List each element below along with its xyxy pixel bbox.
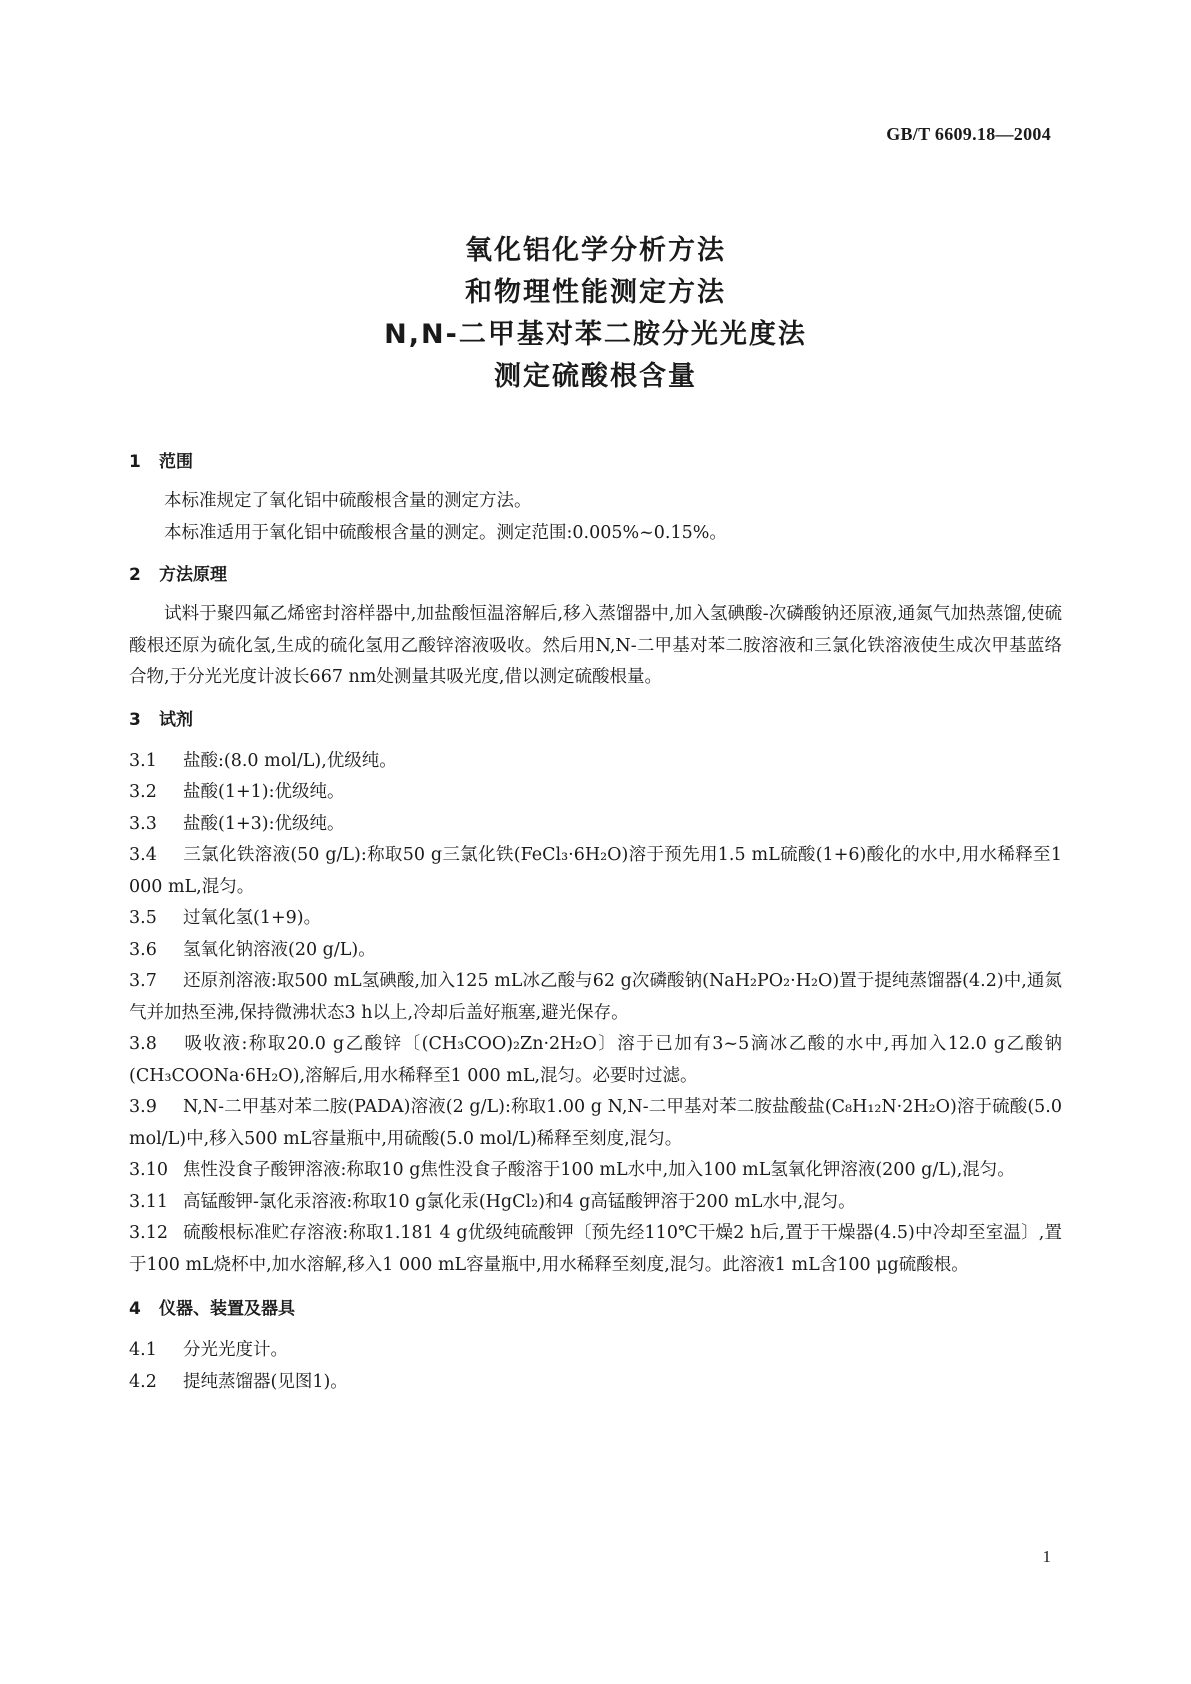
reagent-item: [129, 935, 1062, 967]
item-number: 3.10: [129, 1160, 168, 1180]
section-title: 范围: [159, 452, 193, 472]
item-number: 4.1: [129, 1340, 157, 1360]
reagent-item: [129, 840, 1062, 903]
item-text: 吸收液:称取20.0 g乙酸锌〔(CH₃COO)₂Zn·2H₂O〕溶于已加有3~5滴冰乙酸的水中,再加入12.0 g乙酸钠(CH₃COONa·6H₂O),溶解后,用水稀释至1 000 mL,混匀。必要时过滤。: [129, 1034, 1062, 1086]
apparatus-item: [129, 1367, 1062, 1399]
paragraph: 本标准规定了氧化铝中硫酸根含量的测定方法。: [164, 491, 532, 511]
section-title: 仪器、装置及器具: [159, 1299, 295, 1319]
item-text: 三氯化铁溶液(50 g/L):称取50 g三氯化铁(FeCl₃·6H₂O)溶于预先用1.5 mL硫酸(1+6)酸化的水中,用水稀释至1 000 mL,混匀。: [129, 845, 1062, 897]
item-number: 3.4: [129, 845, 157, 865]
reagent-item: [129, 1092, 1062, 1155]
standard-code: GB/T 6609.18—2004: [886, 124, 1051, 144]
item-number: 4.2: [129, 1371, 157, 1392]
item-text: 氢氧化钠溶液(20 g/L)。: [183, 939, 376, 960]
item-text: 分光光度计。: [183, 1340, 288, 1360]
reagent-item: [129, 1218, 1062, 1281]
item-number: 3.6: [129, 939, 157, 960]
document-title: [0, 230, 1191, 398]
reagent-item: [129, 1187, 1062, 1219]
section-number: 2: [129, 565, 141, 585]
section-title: 试剂: [159, 709, 193, 730]
reagent-item: [129, 903, 1062, 935]
apparatus-item: [129, 1335, 1062, 1367]
section-heading-reagents: [129, 708, 1062, 732]
item-text: 高锰酸钾-氯化汞溶液:称取10 g氯化汞(HgCl₂)和4 g高锰酸钾溶于200 mL水中,混匀。: [183, 1191, 856, 1212]
title-line-4: 测定硫酸根含量: [494, 361, 697, 392]
reagent-item: [129, 966, 1062, 1029]
paragraph: 试料于聚四氟乙烯密封溶样器中,加盐酸恒温溶解后,移入蒸馏器中,加入氢碘酸-次磷酸钠还原液,通氮气加热蒸馏,使硫酸根还原为硫化氢,生成的硫化氢用乙酸锌溶液吸收。然后用N,N-二甲基对苯二胺溶液和三氯化铁溶液使生成次甲基蓝络合物,于分光光度计波长667 nm处测量其吸光度,借以测定硫酸根量。: [129, 604, 1062, 687]
section-heading-principle: [129, 563, 1062, 587]
reagent-item: [129, 1029, 1062, 1092]
item-number: 3.8: [129, 1034, 157, 1054]
item-number: 3.3: [129, 813, 157, 834]
section-number: 3: [129, 709, 141, 730]
item-text: 提纯蒸馏器(见图1)。: [183, 1371, 348, 1392]
item-text: N,N-二甲基对苯二胺(PADA)溶液(2 g/L):称取1.00 g N,N-二甲基对苯二胺盐酸盐(C₈H₁₂N·2H₂O)溶于硫酸(5.0 mol/L)中,移入500 mL容量瓶中,用硫酸(5.0 mol/L)稀释至刻度,混匀。: [129, 1097, 1062, 1149]
title-line-3: N,N-二甲基对苯二胺分光光度法: [384, 319, 807, 350]
section-title: 方法原理: [159, 565, 227, 585]
item-number: 3.1: [129, 750, 157, 771]
item-text: 盐酸(1+1):优级纯。: [183, 782, 345, 802]
item-number: 3.2: [129, 782, 157, 802]
section-heading-scope: [129, 450, 1062, 474]
item-number: 3.12: [129, 1223, 168, 1243]
reagent-item: [129, 777, 1062, 809]
paragraph: 本标准适用于氧化铝中硫酸根含量的测定。测定范围:0.005%~0.15%。: [164, 522, 727, 543]
title-line-1: 氧化铝化学分析方法: [465, 235, 726, 266]
item-text: 硫酸根标准贮存溶液:称取1.181 4 g优级纯硫酸钾〔预先经110℃干燥2 h后,置于干燥器(4.5)中冷却至室温〕,置于100 mL烧杯中,加水溶解,移入1 000 mL容量瓶中,用水稀释至刻度,混匀。此溶液1 mL含100 μg硫酸根。: [129, 1223, 1062, 1275]
reagent-item: [129, 1155, 1062, 1187]
item-number: 3.5: [129, 908, 157, 928]
item-text: 焦性没食子酸钾溶液:称取10 g焦性没食子酸溶于100 mL水中,加入100 mL氢氧化钾溶液(200 g/L),混匀。: [183, 1160, 1015, 1180]
section-number: 4: [129, 1299, 141, 1319]
section-heading-apparatus: [129, 1297, 1062, 1321]
reagent-item: [129, 809, 1062, 841]
page-number: 1: [1042, 1547, 1051, 1566]
document-body: [129, 450, 1062, 1398]
item-text: 过氧化氢(1+9)。: [183, 908, 322, 928]
title-line-2: 和物理性能测定方法: [465, 277, 726, 308]
section-number: 1: [129, 452, 141, 472]
item-number: 3.9: [129, 1097, 157, 1117]
item-text: 盐酸(1+3):优级纯。: [183, 813, 345, 834]
item-number: 3.11: [129, 1191, 168, 1212]
item-number: 3.7: [129, 971, 157, 991]
item-text: 还原剂溶液:取500 mL氢碘酸,加入125 mL冰乙酸与62 g次磷酸钠(NaH₂PO₂·H₂O)置于提纯蒸馏器(4.2)中,通氮气并加热至沸,保持微沸状态3 h以上,冷却后盖好瓶塞,避光保存。: [129, 971, 1062, 1023]
item-text: 盐酸:(8.0 mol/L),优级纯。: [183, 750, 397, 771]
reagent-item: [129, 746, 1062, 778]
